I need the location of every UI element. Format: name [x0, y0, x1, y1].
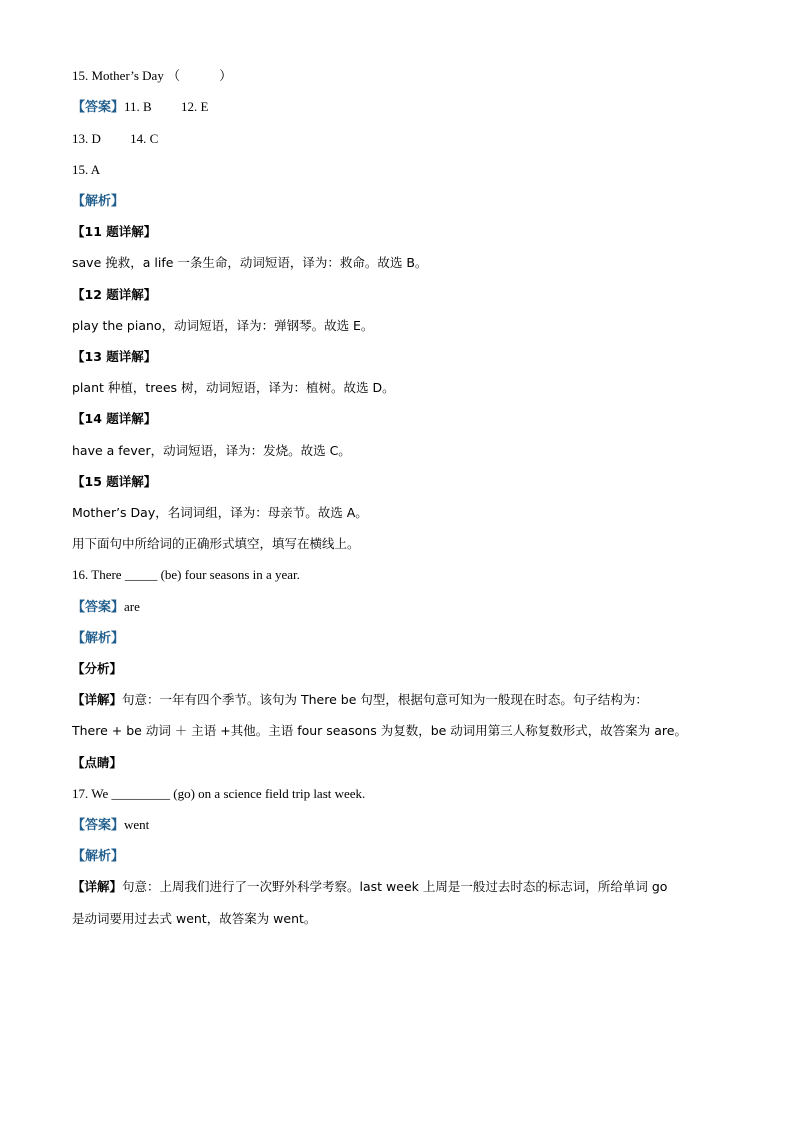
analysis-heading-16: 【解析】	[72, 630, 125, 645]
tip-heading-16	[72, 755, 122, 771]
detail-11-text: save 挽救，a life 一条生命，动词短语，译为：救命。故选 B。	[72, 255, 428, 270]
question-15-mothers-day: 15. Mother’s Day （ ）	[72, 68, 233, 83]
bracket-label: 【点睛】	[72, 755, 123, 770]
question-16: 16. There _____ (be) four seasons in a year.	[72, 567, 300, 582]
section-instruction: 用下面句中所给词的正确形式填空，填写在横线上。	[72, 536, 360, 551]
bracket-label: 【11 题详解】	[72, 224, 157, 239]
question-17: 17. We _________ (go) on a science field trip last week.	[72, 786, 366, 801]
answer-16: 【答案】are	[72, 599, 140, 614]
detail-16-line-2: There + be 动词 ＋ 主语 +其他。主语 four seasons 为复数，be 动词用第三人称复数形式，故答案为 are。	[72, 723, 687, 738]
answer-17: 【答案】went	[72, 817, 150, 832]
detail-14-text: have a fever，动词短语，译为：发烧。故选 C。	[72, 443, 351, 458]
bracket-label: 【15 题详解】	[72, 474, 157, 489]
detail-15-text: Mother’s Day，名词词组，译为：母亲节。故选 A。	[72, 505, 368, 520]
bracket-label: 【12 题详解】	[72, 287, 157, 302]
answer-tag: 【答案】	[72, 99, 125, 114]
detail-11-heading	[72, 224, 156, 240]
detail-15-heading	[72, 474, 156, 490]
detail-12-text: play the piano，动词短语，译为：弹钢琴。故选 E。	[72, 318, 374, 333]
detail-17-line-2: 是动词要用过去式 went，故答案为 went。	[72, 911, 317, 926]
detail-12-heading	[72, 287, 156, 303]
bracket-label: 【分析】	[72, 661, 123, 676]
bracket-label: 【详解】	[72, 879, 123, 894]
bracket-label: 【详解】	[72, 692, 123, 707]
detail-13-heading	[72, 349, 156, 365]
detail-13-text: plant 种植，trees 树，动词短语，译为：植树。故选 D。	[72, 380, 395, 395]
detail-14-heading	[72, 411, 156, 427]
bracket-label: 【14 题详解】	[72, 411, 157, 426]
answer-tag: 【答案】	[72, 599, 125, 614]
detail-16-line-1: 【详解】句意：一年有四个季节。该句为 There be 句型，根据句意可知为一般现在时态。句子结构为：	[72, 692, 648, 707]
analysis-heading-17: 【解析】	[72, 848, 125, 863]
answer-tag: 【答案】	[72, 817, 125, 832]
answer-line-11-12: 【答案】11. B 12. E	[72, 99, 209, 114]
analysis-label-16	[72, 661, 122, 677]
answer-line-15: 15. A	[72, 162, 101, 177]
bracket-label: 【13 题详解】	[72, 349, 157, 364]
answer-line-13-14: 13. D 14. C	[72, 131, 159, 146]
analysis-heading: 【解析】	[72, 193, 125, 208]
detail-17-line-1: 【详解】句意：上周我们进行了一次野外科学考察。last week 上周是一般过去时态的标志词，所给单词 go	[72, 879, 668, 894]
